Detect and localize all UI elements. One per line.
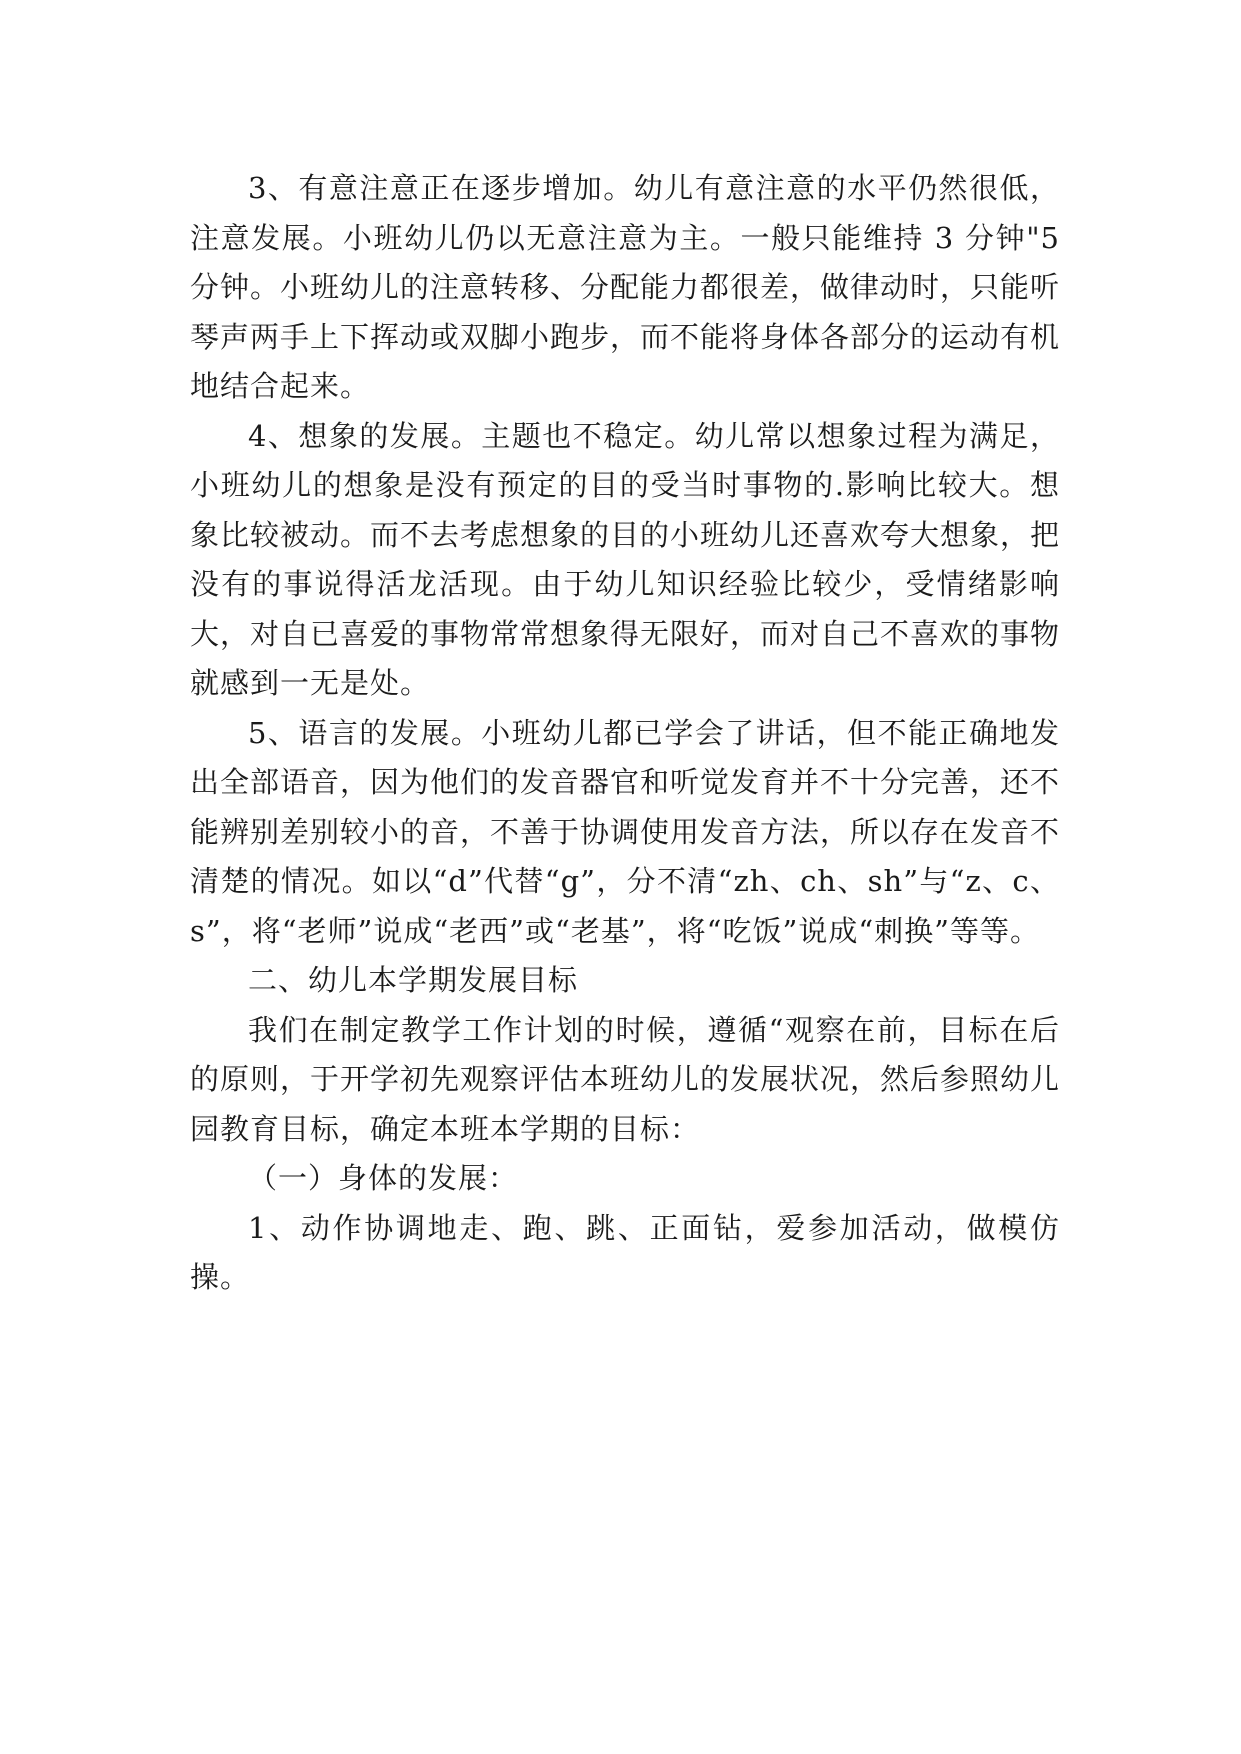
paragraph-language: 5、语言的发展。小班幼儿都已学会了讲话，但不能正确地发出全部语音，因为他们的发音器官和听觉发育并不十分完善，还不能辨别差别较小的音，不善于协调使用发音方法，所以存在发音不清楚的情况。如以“d”代替“g”，分不清“zh、ch、sh”与“z、c、s”，将“老师”说成“老西”或“老基”，将“吃饭”说成“刺换”等等。 — [190, 715, 1061, 948]
paragraph-attention: 3、有意注意正在逐步增加。幼儿有意注意的水平仍然很低，注意发展。小班幼儿仍以无意注意为主。一般只能维持 3 分钟"5 分钟。小班幼儿的注意转移、分配能力都很差，做律动时，只能听琴声两手上下挥动或双脚小跑步，而不能将身体各部分的运动有机地结合起来。 — [190, 171, 1061, 403]
subsection-heading-physical: （一）身体的发展： — [248, 1161, 519, 1195]
paragraph-imagination: 4、想象的发展。主题也不稳定。幼儿常以想象过程为满足，小班幼儿的想象是没有预定的目的受当时事物的.影响比较大。想象比较被动。而不去考虑想象的目的小班幼儿还喜欢夸大想象，把没有的事说得活龙活现。由于幼儿知识经验比较少，受情绪影响大，对自已喜爱的事物常常想象得无限好，而对自己不喜欢的事物就感到一无是处。 — [190, 418, 1061, 700]
paragraph-goal-intro: 我们在制定教学工作计划的时候，遵循“观察在前，目标在后的原则，于开学初先观察评估本班幼儿的发展状况，然后参照幼儿园教育目标，确定本班本学期的目标： — [190, 1012, 1061, 1146]
section-heading-goals: 二、幼儿本学期发展目标 — [248, 963, 579, 997]
paragraph-physical-item-1: 1、动作协调地走、跑、跳、正面钻，爱参加活动，做模仿操。 — [190, 1210, 1060, 1294]
document-body — [190, 164, 1060, 1303]
